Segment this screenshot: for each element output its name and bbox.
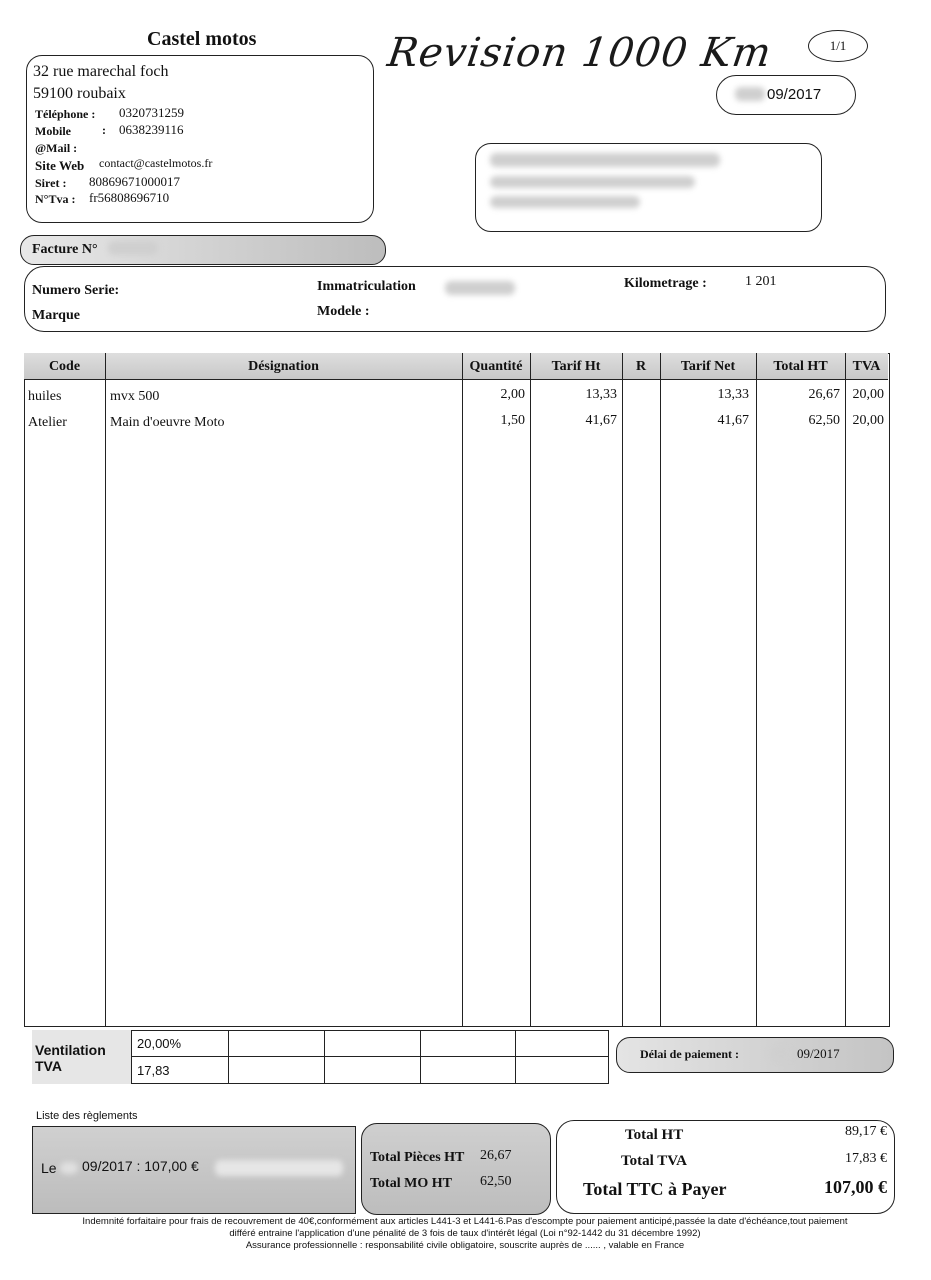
labour-total-label: Total MO HT — [370, 1176, 452, 1191]
payment-entry-prefix: Le — [41, 1160, 57, 1176]
vat-grid-divider — [324, 1030, 325, 1084]
brand-label: Marque — [32, 308, 80, 323]
legal-footer-line-3: Assurance professionnelle : responsabilité civile obligatoire, souscrite auprès de ...... , valable en France — [245, 1240, 685, 1251]
tva-number-label: N°Tva : — [35, 192, 76, 206]
header-tva: TVA — [852, 359, 881, 374]
header-net-price: Tarif Net — [680, 359, 736, 374]
row-1-unit-price: 13,33 — [585, 387, 617, 402]
row-1-code: huiles — [28, 389, 62, 404]
vat-rate: 20,00% — [137, 1036, 182, 1051]
redacted-date-day — [735, 87, 765, 101]
legal-footer — [30, 1216, 900, 1252]
redacted-client-name — [490, 153, 720, 167]
total-tva-value: 17,83 € — [845, 1151, 887, 1166]
total-tva-label: Total TVA — [621, 1153, 688, 1169]
page-indicator: 1/1 — [808, 30, 868, 62]
vat-grid-divider — [131, 1030, 132, 1084]
parts-total-label: Total Pièces HT — [370, 1150, 465, 1165]
column-divider — [845, 353, 846, 1027]
legal-footer-line-1: Indemnité forfaitaire pour frais de recouvrement de 40€,conformément aux articles L441-3 et L441-6.Pas d'escompte pour paiement anticipé,passée la date d'échéance,tout paiement — [82, 1216, 848, 1227]
column-divider — [660, 353, 661, 1027]
column-divider — [756, 353, 757, 1027]
total-ht-value: 89,17 € — [845, 1124, 887, 1139]
mobile-colon: : — [102, 123, 106, 137]
header-discount: R — [635, 359, 647, 374]
vat-grid-bottom — [131, 1083, 608, 1084]
registration-label: Immatriculation — [317, 279, 416, 294]
header-designation: Désignation — [248, 359, 319, 374]
invoice-date: 09/2017 — [767, 86, 822, 103]
column-divider — [622, 353, 623, 1027]
row-1-designation: mvx 500 — [110, 389, 160, 404]
redacted-client-city — [490, 196, 640, 208]
payment-deadline-label: Délai de paiement : — [640, 1047, 739, 1061]
serial-number-label: Numero Serie: — [32, 283, 120, 298]
redacted-payment-day — [60, 1162, 78, 1174]
website-label: Site Web — [35, 158, 85, 173]
mobile-label: Mobile — [35, 124, 71, 138]
row-2-unit-price: 41,67 — [585, 413, 617, 428]
mileage-value: 1 201 — [745, 274, 777, 289]
total-ttc-label: Total TTC à Payer — [583, 1179, 727, 1199]
row-2-net-price: 41,67 — [717, 413, 749, 428]
row-2-total-ht: 62,50 — [808, 413, 840, 428]
total-ttc-value: 107,00 € — [824, 1177, 887, 1197]
mobile-value: 0638239116 — [119, 122, 184, 137]
vat-amount: 17,83 — [137, 1063, 170, 1078]
row-2-tva: 20,00 — [852, 413, 884, 428]
vat-grid-row-divider — [131, 1056, 608, 1057]
mileage-label: Kilometrage : — [624, 276, 707, 291]
redacted-payment-method — [215, 1160, 343, 1176]
siret-value: 80869671000017 — [89, 174, 180, 189]
total-ht-label: Total HT — [625, 1127, 684, 1143]
row-1-net-price: 13,33 — [717, 387, 749, 402]
row-2-quantity: 1,50 — [500, 413, 525, 428]
header-quantity: Quantité — [469, 359, 523, 374]
redacted-client-street — [490, 176, 695, 188]
payment-entry: 09/2017 : 107,00 € — [82, 1158, 199, 1174]
tva-number-value: fr56808696710 — [89, 190, 170, 205]
redacted-deadline-day — [770, 1048, 792, 1060]
vat-breakdown-title-line1: Ventilation — [35, 1042, 106, 1058]
row-1-quantity: 2,00 — [500, 387, 525, 402]
phone-label: Téléphone : — [35, 107, 96, 121]
redacted-invoice-number — [108, 241, 158, 255]
siret-label: Siret : — [35, 176, 67, 190]
vat-grid-divider — [228, 1030, 229, 1084]
redacted-registration — [445, 281, 515, 295]
payment-deadline-value: 09/2017 — [797, 1046, 840, 1061]
model-label: Modele : — [317, 304, 370, 319]
address-line-1: 32 rue marechal foch — [33, 63, 169, 80]
column-divider — [530, 353, 531, 1027]
vat-grid-divider — [420, 1030, 421, 1084]
header-total-ht: Total HT — [773, 359, 828, 374]
address-line-2: 59100 roubaix — [33, 85, 126, 102]
website-value: contact@castelmotos.fr — [99, 156, 213, 170]
invoice-number-label: Facture N° — [32, 242, 98, 257]
row-1-tva: 20,00 — [852, 387, 884, 402]
row-2-code: Atelier — [28, 415, 67, 430]
column-divider — [105, 353, 106, 1027]
mail-label: @Mail : — [35, 141, 78, 155]
parts-total-value: 26,67 — [480, 1148, 512, 1163]
payments-list-title: Liste des règlements — [36, 1110, 138, 1122]
row-1-total-ht: 26,67 — [808, 387, 840, 402]
labour-total-value: 62,50 — [480, 1174, 512, 1189]
column-divider — [462, 353, 463, 1027]
vat-breakdown-title-line2: TVA — [35, 1058, 62, 1074]
header-unit-price: Tarif Ht — [551, 359, 601, 374]
legal-footer-line-2: différé entraine l'application d'une pénalité de 3 fois de taux d'intérêt légal (Loi n°92-1442 du 31 décembre 1992) — [229, 1228, 701, 1239]
vat-grid-divider — [608, 1030, 609, 1084]
handwritten-note: Revision 1000 Km — [384, 30, 775, 76]
line-items-table — [24, 353, 890, 1027]
vat-breakdown-title — [35, 1042, 106, 1074]
row-2-designation: Main d'oeuvre Moto — [110, 415, 225, 430]
vat-grid-divider — [515, 1030, 516, 1084]
company-name: Castel motos — [147, 28, 257, 50]
parts-labour-totals-box — [361, 1123, 551, 1215]
phone-value: 0320731259 — [119, 105, 184, 120]
header-code: Code — [48, 359, 81, 374]
